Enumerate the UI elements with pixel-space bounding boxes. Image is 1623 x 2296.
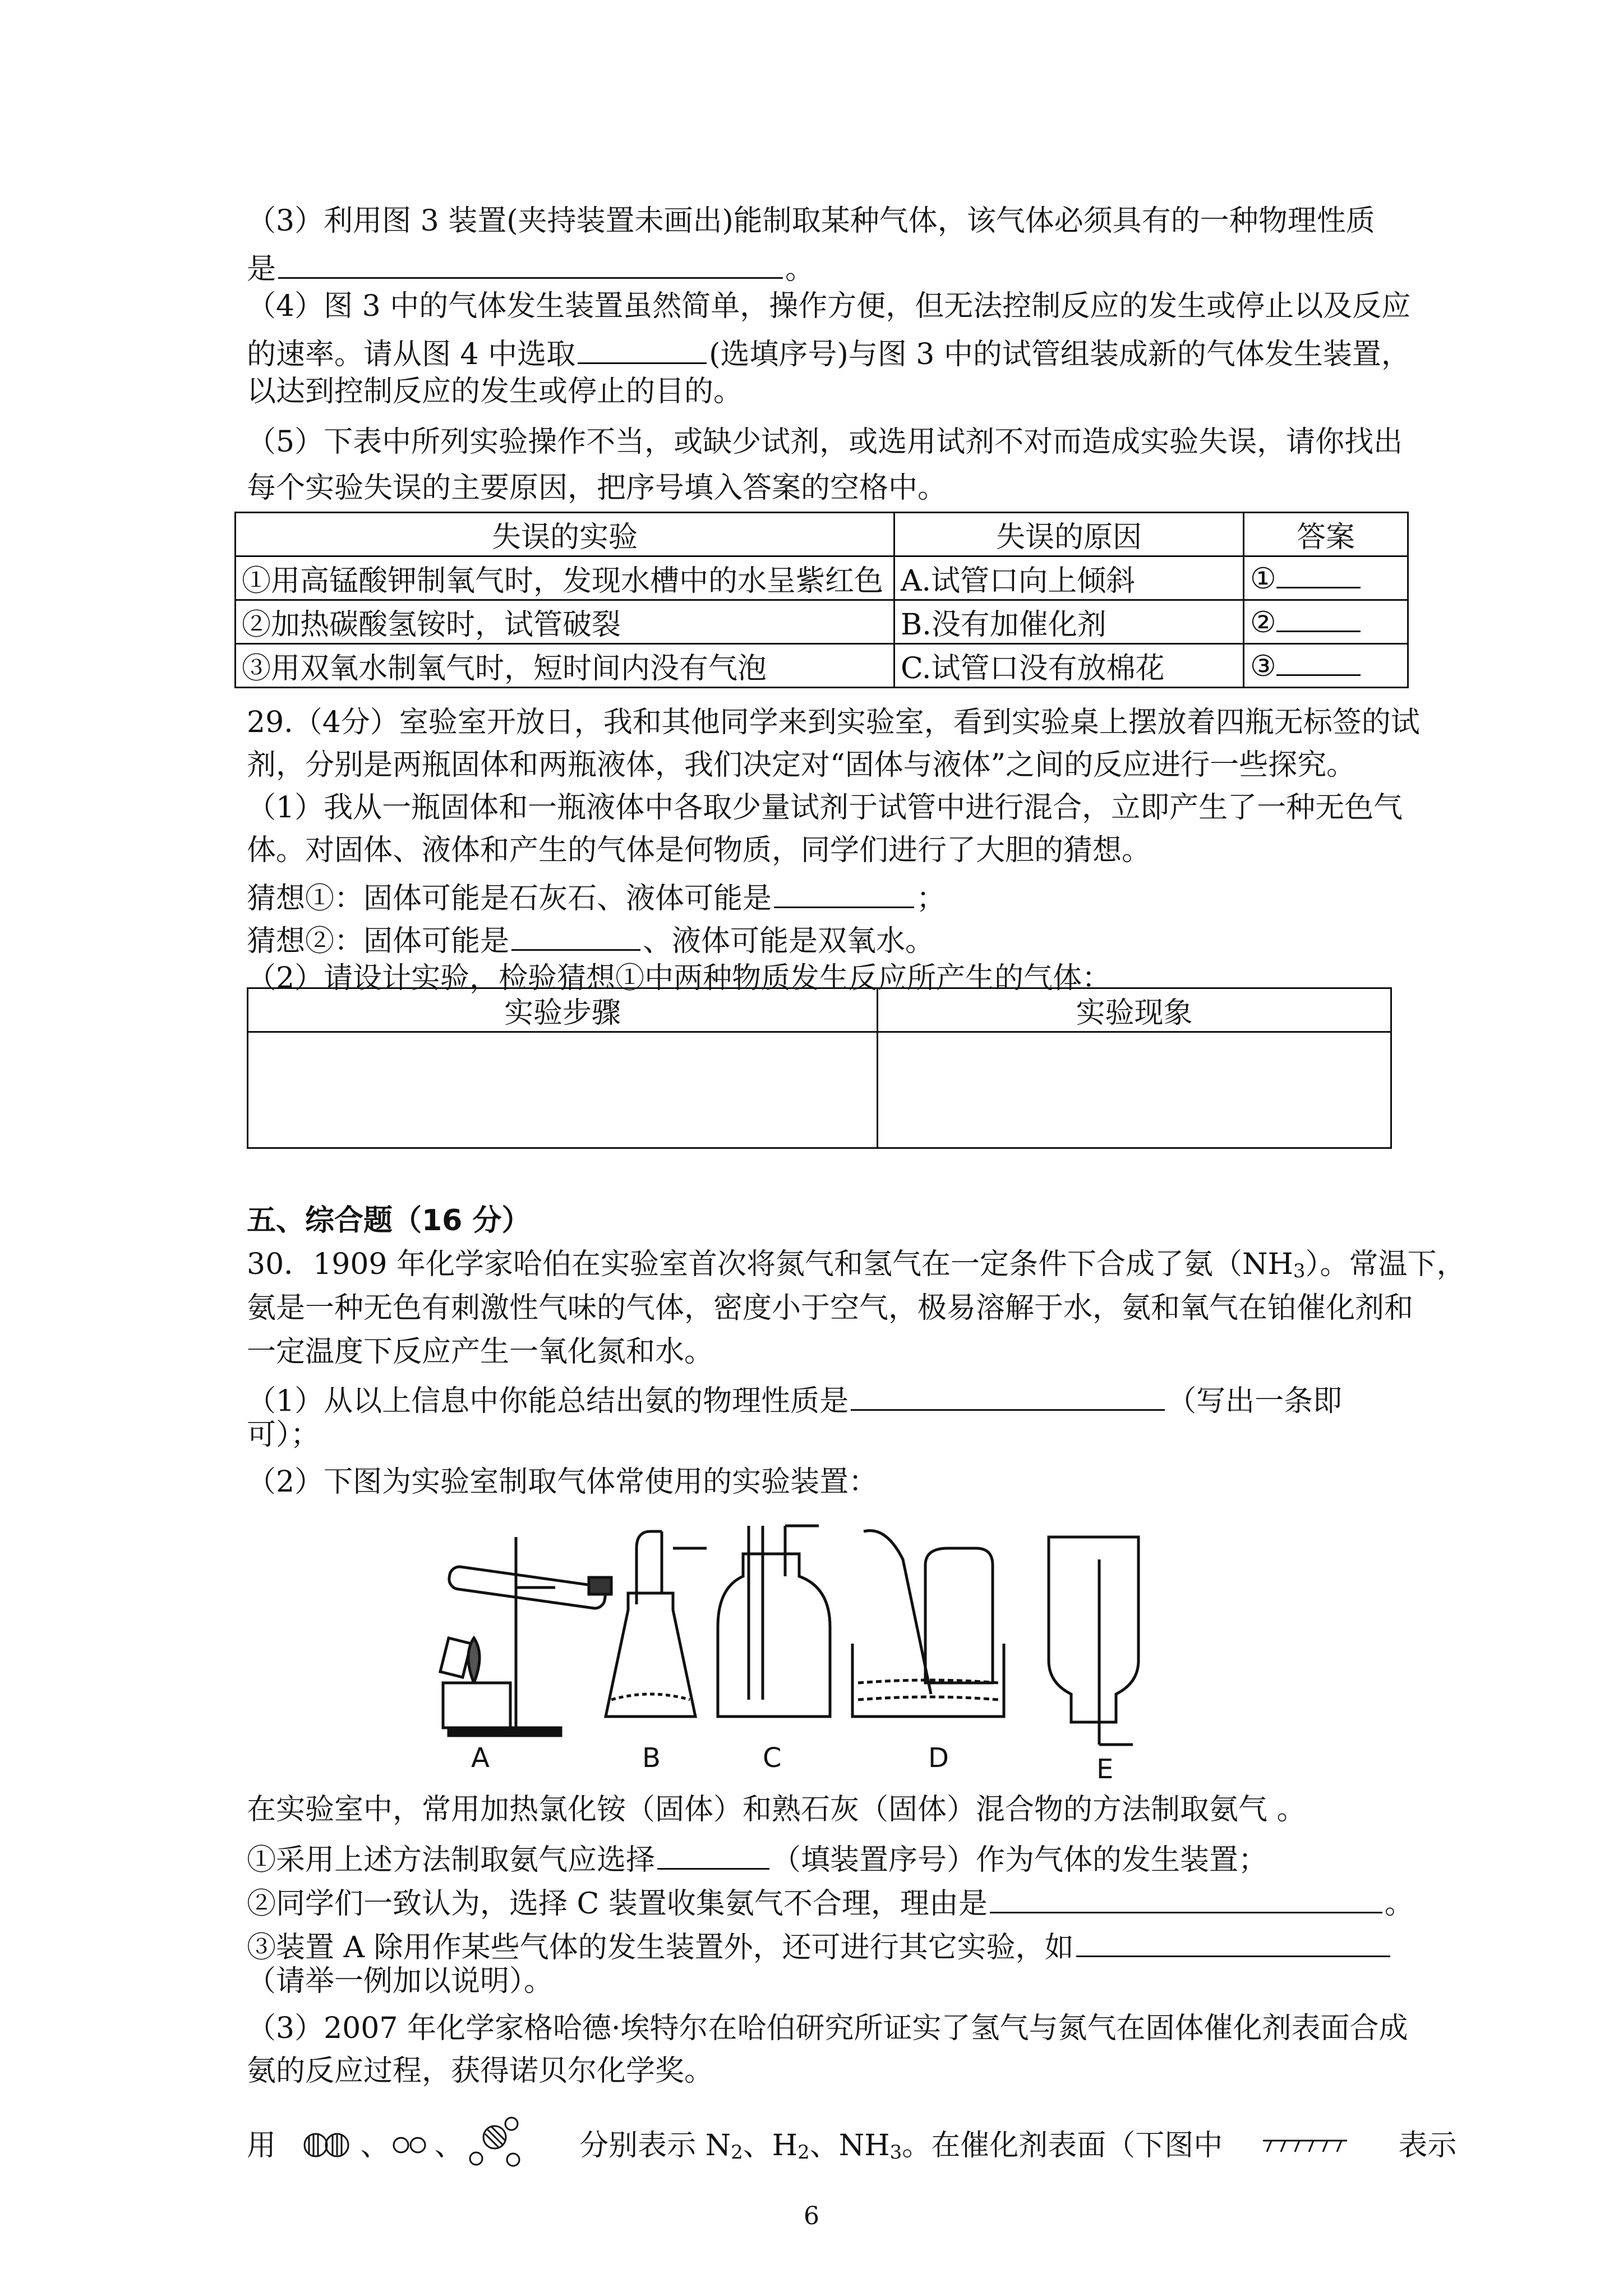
table-row: [236, 644, 1408, 688]
answer-cell[interactable]: ①: [1244, 556, 1408, 600]
q30-p2: （2）下图为实验室制取气体常使用的实验装置：: [247, 1465, 878, 1499]
q5-line2: 每个实验失误的主要原因，把序号填入答案的空格中。: [247, 471, 947, 505]
q29-p1-line2: 体。对固体、液体和产生的气体是何物质，同学们进行了大胆的猜想。: [247, 834, 1151, 867]
answer-blank[interactable]: [657, 1840, 769, 1870]
q30-p1: （1）从以上信息中你能总结出氨的物理性质是 （写出一条即: [247, 1381, 1342, 1416]
q5-line1: （5）下表中所列实验操作不当，或缺少试剂，或选用试剂不对而造成实验失误，请你找出: [247, 425, 1403, 459]
apparatus-b: [606, 1531, 707, 1774]
q30-last-line: 用 、 、 分别表示 N2、H2、NH3。在催化剂表面（下图中 表示: [247, 2116, 1456, 2172]
q29-p1-line1: （1）我从一瓶固体和一瓶液体中各取少量试剂于试管中进行混合，立即产生了一种无色气: [247, 791, 1403, 825]
q30-method: 在实验室中，常用加热氯化铵（固体）和熟石灰（固体）混合物的方法制取氨气 。: [247, 1793, 1306, 1826]
apparatus-e: [1049, 1537, 1138, 1778]
answer-blank[interactable]: [1076, 1927, 1390, 1957]
table-header: 失误的实验: [236, 513, 895, 556]
answer-blank[interactable]: [278, 249, 783, 279]
phenomena-cell[interactable]: [878, 1032, 1391, 1148]
table-header: 实验步骤: [248, 988, 878, 1032]
reason-cell: C.试管口没有放棉花: [895, 644, 1244, 688]
mistake-table: [234, 512, 1409, 688]
q30-line2: 氨是一种无色有刺激性气味的气体，密度小于空气，极易溶解于水，氨和氧气在铂催化剂和: [247, 1291, 1414, 1325]
experiment-cell: ①用高锰酸钾制氧气时，发现水槽中的水呈紫红色: [236, 556, 895, 600]
table-header: 实验现象: [878, 988, 1391, 1032]
label-c: C: [763, 1742, 782, 1774]
apparatus-d: [852, 1531, 1004, 1774]
q30-s2: ②同学们一致认为，选择 C 装置收集氨气不合理，理由是 。: [247, 1884, 1414, 1918]
experiment-cell: ②加热碳酸氢铵时，试管破裂: [236, 600, 895, 644]
apparatus-figure: [426, 1515, 1239, 1778]
q29-line1: 29.（4分）室验室开放日，我和其他同学来到实验室，看到实验桌上摆放着四瓶无标签的试: [247, 706, 1420, 739]
q4-line2: 的速率。请从图 4 中选取 (选填序号)与图 3 中的试管组装成新的气体发生装置，: [247, 334, 1410, 369]
q3-line2: 是 。: [247, 249, 814, 284]
label-e: E: [1096, 1754, 1114, 1778]
q30-s1: ①采用上述方法制取氨气应选择 （填装置序号）作为气体的发生装置；: [247, 1840, 1267, 1875]
experiment-cell: ③用双氧水制氧气时，短时间内没有气泡: [236, 644, 895, 688]
q29-guess1: 猜想①：固体可能是石灰石、液体可能是 ；: [247, 878, 946, 913]
answer-cell[interactable]: ②: [1244, 600, 1408, 644]
q30-line3: 一定温度下反应产生一氧化氮和水。: [247, 1335, 714, 1369]
apparatus-c: [718, 1526, 830, 1774]
table-header: 答案: [1244, 513, 1408, 556]
catalyst-surface-icon: [1260, 2135, 1350, 2157]
label-a: A: [471, 1742, 490, 1774]
q29-line2: 剂，分别是两瓶固体和两瓶液体，我们决定对“固体与液体”之间的反应进行一些探究。: [247, 748, 1356, 782]
answer-blank[interactable]: [578, 334, 707, 364]
q30-s3: ③装置 A 除用作某些气体的发生装置外，还可进行其它实验，如: [247, 1927, 1393, 1962]
section-title: 五、综合题（16 分）: [247, 1204, 531, 1237]
label-b: B: [642, 1742, 661, 1774]
answer-blank[interactable]: [990, 1884, 1382, 1913]
label-d: D: [928, 1742, 949, 1774]
h2-molecule-icon: [390, 2127, 435, 2161]
answer-cell[interactable]: ③: [1244, 644, 1408, 688]
q30-s3-cont: （请举一例加以说明）。: [247, 1964, 554, 1998]
q4-line3: 以达到控制反应的发生或停止的目的。: [247, 375, 743, 408]
answer-blank[interactable]: [511, 921, 640, 951]
n2-molecule-icon: [299, 2128, 361, 2162]
table-row: [236, 600, 1408, 644]
q29-guess2: 猜想②：固体可能是 、液体可能是双氧水。: [247, 921, 934, 956]
table-row: [248, 1032, 1391, 1148]
reason-cell: A.试管口向上倾斜: [895, 556, 1244, 600]
q3-line1: （3）利用图 3 装置(夹持装置未画出)能制取某种气体，该气体必须具有的一种物理性质: [247, 204, 1375, 238]
table-header: 失误的原因: [895, 513, 1244, 556]
reason-cell: B.没有加催化剂: [895, 600, 1244, 644]
table-row: [236, 556, 1408, 600]
answer-blank[interactable]: [851, 1381, 1165, 1411]
q30-p3-line2: 氨的反应过程，获得诺贝尔化学奖。: [247, 2054, 714, 2088]
nh3-molecule-icon: [464, 2116, 531, 2172]
q30-p1-cont: 可）；: [247, 1418, 320, 1452]
steps-cell[interactable]: [248, 1032, 878, 1148]
q30-p3-line1: （3）2007 年化学家格哈德·埃特尔在哈伯研究所证实了氢气与氮气在固体催化剂表面合成: [247, 2012, 1408, 2045]
q29-p2: （2）请设计实验，检验猜想①中两种物质发生反应所产生的气体：: [247, 961, 1112, 995]
q4-line1: （4）图 3 中的气体发生装置虽然简单，操作方便，但无法控制反应的发生或停止以及反应: [247, 289, 1411, 323]
experiment-design-table: [247, 987, 1392, 1149]
apparatus-a: [440, 1537, 611, 1774]
page-number: 6: [804, 2202, 819, 2230]
answer-blank[interactable]: [774, 878, 914, 908]
q30-line1: 30．1909 年化学家哈伯在实验室首次将氮气和氢气在一定条件下合成了氨（NH3）。常温下，: [247, 1248, 1466, 1282]
